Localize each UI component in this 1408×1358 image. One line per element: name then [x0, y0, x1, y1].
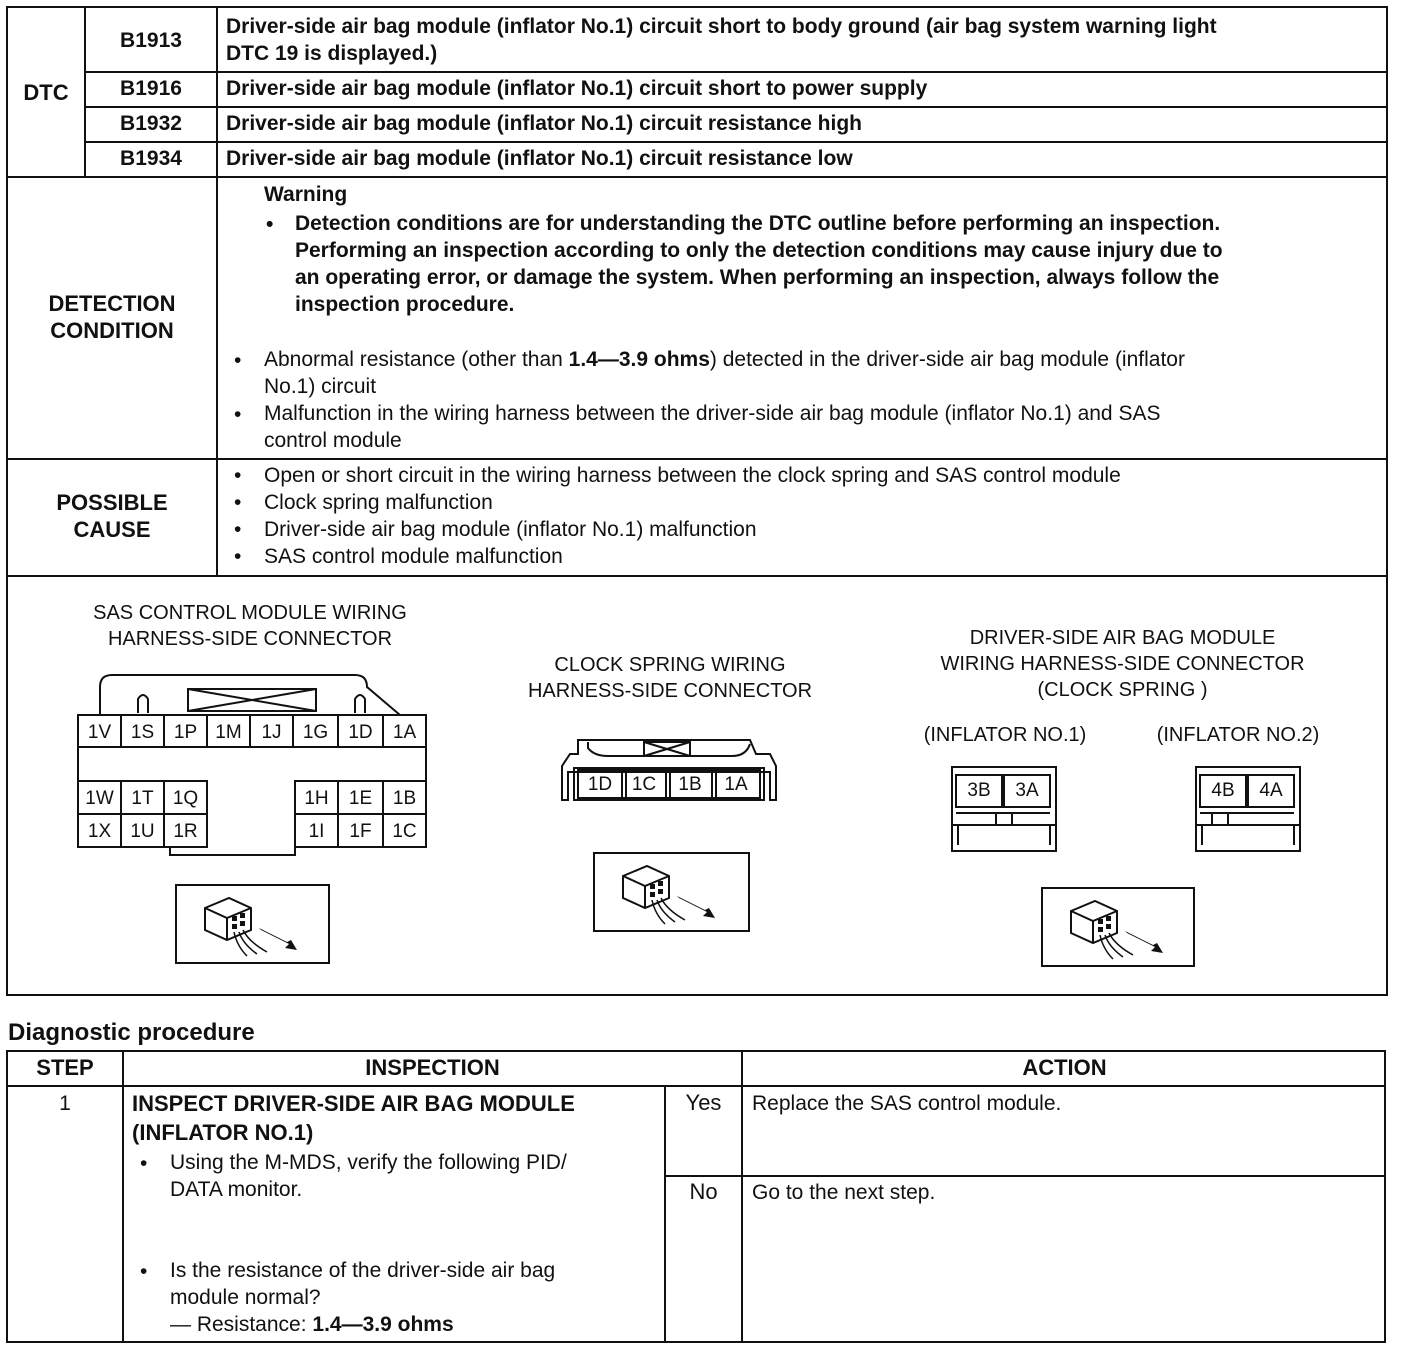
inflator-1-connector-diagram [948, 765, 1063, 855]
sas-pin: 1R [173, 821, 198, 842]
cause-label [8, 489, 216, 543]
sas-pin: 1E [348, 788, 373, 809]
warning-line: Performing an inspection according to only the detection conditions may cause injury due to [295, 239, 1223, 262]
sas-pin: 1U [130, 821, 155, 842]
sas-connector-title [40, 600, 460, 652]
no-label: No [689, 1179, 718, 1204]
detection-item [264, 400, 1379, 454]
col-inspection-header: INSPECTION [365, 1055, 500, 1080]
dtc-code: B1934 [120, 147, 182, 170]
warning-line: inspection procedure. [295, 293, 515, 316]
sas-pin: 1M [215, 722, 242, 743]
text: — Resistance: [170, 1313, 313, 1336]
cause-item: • Driver-side air bag module (inflator No.1) malfunction [234, 518, 757, 541]
detection-item-line: Malfunction in the wiring harness between the driver-side air bag module (inflator No.1) and SAS [264, 402, 1161, 425]
bullet: • [234, 403, 242, 426]
sas-pin: 1D [348, 722, 373, 743]
detection-label-line: DETECTION [48, 291, 176, 316]
harness-side-view-icon [593, 852, 750, 932]
title-line: (CLOCK SPRING ) [1037, 679, 1208, 701]
connector-probe-icon [177, 886, 328, 962]
divider [6, 458, 1388, 460]
divider [741, 1050, 743, 1343]
detection-label [8, 290, 216, 344]
bullet: • [234, 349, 242, 372]
resistance-value: 1.4—3.9 ohms [312, 1313, 454, 1336]
sas-pin: 1I [308, 821, 325, 842]
cause-text: Open or short circuit in the wiring harness between the clock spring and SAS control module [264, 464, 1121, 487]
sas-pin: 1H [304, 788, 329, 809]
title-line: SAS CONTROL MODULE WIRING [93, 602, 407, 624]
sas-pin: 1P [173, 722, 198, 743]
text: ) detected in the driver-side air bag module (inflator [709, 348, 1185, 371]
inspection-item [170, 1149, 660, 1203]
divider [6, 1085, 1386, 1087]
sas-pin: 1J [261, 722, 282, 743]
inflator-2-pin: 4A [1259, 780, 1283, 801]
detection-item [264, 346, 1379, 400]
item-line: DATA monitor. [170, 1178, 303, 1201]
clock-pin: 1D [587, 774, 613, 795]
sas-pin: 1C [392, 821, 417, 842]
dtc-code: B1913 [120, 29, 182, 52]
cause-label-line: CAUSE [73, 517, 151, 542]
cause-item: • Clock spring malfunction [234, 491, 493, 514]
text: Abnormal resistance (other than [264, 348, 569, 371]
inflator-1-label: (INFLATOR NO.1) [923, 724, 1087, 746]
title-line: (INFLATOR NO.1) [132, 1120, 314, 1145]
inflator-2-connector-diagram [1192, 765, 1307, 855]
warning-bullet: • [266, 213, 274, 236]
connector-probe-icon [1043, 889, 1193, 965]
warning-line: Detection conditions are for understanding the DTC outline before performing an inspection. [295, 212, 1221, 235]
dtc-label: DTC [23, 80, 69, 105]
divider [84, 141, 1388, 143]
divider [6, 176, 1388, 178]
dtc-code: B1916 [120, 77, 182, 100]
title-line: CLOCK SPRING WIRING [554, 654, 786, 676]
col-step-header: STEP [36, 1055, 94, 1080]
bullet: • [140, 1152, 148, 1175]
title-line: DRIVER-SIDE AIR BAG MODULE [969, 627, 1276, 649]
cause-text: SAS control module malfunction [264, 545, 563, 568]
divider [84, 71, 1388, 73]
col-action-header: ACTION [1022, 1055, 1107, 1080]
warning-text [295, 210, 1385, 318]
dtc-description: Driver-side air bag module (inflator No.1) circuit resistance low [226, 147, 853, 170]
clock-pin: 1B [678, 774, 702, 795]
cause-item: • Open or short circuit in the wiring harness between the clock spring and SAS control module [234, 464, 1121, 487]
clock-connector-title [480, 652, 860, 704]
sas-pin: 1V [87, 722, 112, 743]
inspection-title [132, 1089, 662, 1147]
detection-item-line: No.1) circuit [264, 375, 377, 398]
divider [664, 1085, 666, 1343]
item-line: Using the M-MDS, verify the following PID/ [170, 1151, 567, 1174]
bullet: • [140, 1260, 148, 1283]
clock-pin: 1A [724, 774, 748, 795]
cause-text: Clock spring malfunction [264, 491, 493, 514]
harness-side-view-icon [175, 884, 330, 964]
item-line [170, 1311, 660, 1338]
yes-label: Yes [685, 1090, 722, 1115]
warning-line: an operating error, or damage the system. When performing an inspection, always follow the [295, 266, 1220, 289]
cause-list [234, 462, 1374, 570]
action-yes: Replace the SAS control module. [752, 1092, 1062, 1115]
sas-pin: 1S [130, 722, 155, 743]
title-line: HARNESS-SIDE CONNECTOR [107, 628, 393, 650]
detection-label-line: CONDITION [50, 318, 174, 343]
cause-label-line: POSSIBLE [56, 490, 168, 515]
inspection-item [170, 1257, 660, 1338]
resistance-value: 1.4—3.9 ohms [568, 348, 710, 371]
dtc-code: B1932 [120, 112, 182, 135]
dtc-description: DTC 19 is displayed.) [226, 42, 438, 65]
sas-pin: 1G [302, 722, 329, 743]
detection-item-line: control module [264, 429, 402, 452]
warning-title: Warning [264, 183, 348, 206]
sas-pin: 1A [392, 722, 417, 743]
dtc-description: Driver-side air bag module (inflator No.1) circuit resistance high [226, 112, 862, 135]
title-line: WIRING HARNESS-SIDE CONNECTOR [940, 653, 1305, 675]
divider [664, 1175, 1386, 1177]
detection-item-line [264, 346, 1379, 373]
inflator-1-pin: 3B [967, 780, 991, 801]
dtc-description: Driver-side air bag module (inflator No.1) circuit short to body ground (air bag system warning light [226, 15, 1217, 38]
sas-pin: 1T [131, 788, 154, 809]
item-line: Is the resistance of the driver-side air bag [170, 1259, 556, 1282]
sas-pin: 1W [85, 788, 114, 809]
sas-pin: 1Q [172, 788, 199, 809]
procedure-heading: Diagnostic procedure [8, 1019, 255, 1046]
title-line: HARNESS-SIDE CONNECTOR [527, 680, 813, 702]
harness-side-view-icon [1041, 887, 1195, 967]
connector-probe-icon [595, 854, 748, 930]
cause-text: Driver-side air bag module (inflator No.1) malfunction [264, 518, 757, 541]
divider [6, 575, 1388, 577]
step-number: 1 [59, 1092, 71, 1115]
sas-pin: 1B [392, 788, 417, 809]
sas-pin: 1F [349, 821, 372, 842]
dtc-description: Driver-side air bag module (inflator No.1) circuit short to power supply [226, 77, 928, 100]
cause-item: • SAS control module malfunction [234, 545, 563, 568]
sas-pin: 1X [87, 821, 112, 842]
action-no: Go to the next step. [752, 1181, 936, 1204]
title-line: INSPECT DRIVER-SIDE AIR BAG MODULE [132, 1091, 575, 1116]
inflator-1-pin: 3A [1015, 780, 1039, 801]
clock-pin: 1C [631, 774, 657, 795]
driver-connector-title [900, 625, 1345, 703]
divider [216, 6, 218, 576]
inflator-2-pin: 4B [1211, 780, 1235, 801]
inflator-2-label: (INFLATOR NO.2) [1156, 724, 1320, 746]
item-line: module normal? [170, 1286, 321, 1309]
divider [84, 106, 1388, 108]
divider [122, 1050, 124, 1343]
